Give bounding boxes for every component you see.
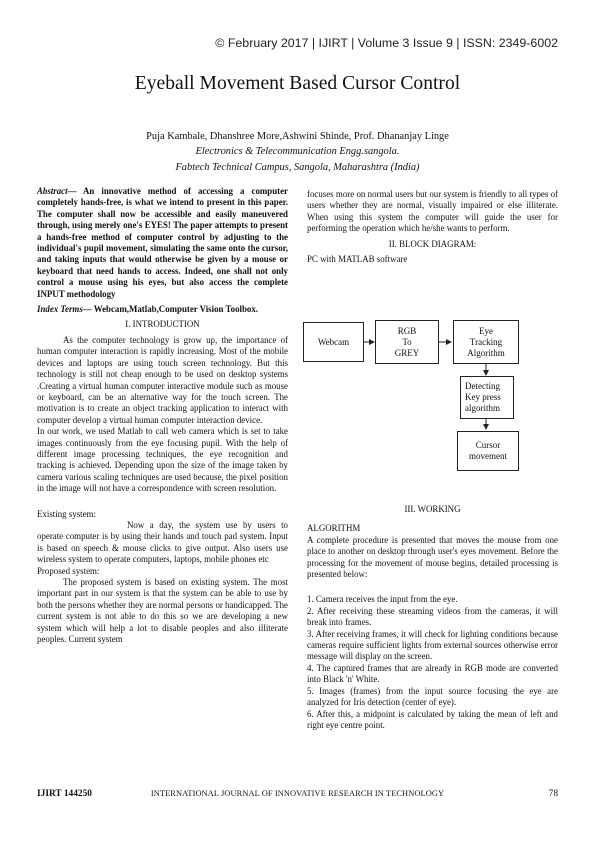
webcam-block-label: Webcam <box>317 336 350 347</box>
left-column <box>37 186 288 645</box>
existing-system-label: Existing system: <box>37 508 96 519</box>
eye-line-3: Algorithm <box>467 347 505 358</box>
affiliation-campus: Fabtech Technical Campus, Sangola, Maharashtra (India) <box>175 162 420 173</box>
existing-system-text: Now a day, the system use by users to operate computer is by using their hands and touch pad system. Input is based on speech & mouse clicks to give output. Also users use wireless system to operate computers, laptops, mobile phones etc <box>37 519 288 565</box>
cursor-line-2: movement <box>469 451 507 461</box>
section-2-heading: II. BLOCK DIAGRAM: <box>388 238 477 249</box>
detect-line-3: algorithm <box>465 403 500 413</box>
cursor-movement-block <box>457 431 519 471</box>
algorithm-intro: A complete procedure is presented that moves the mouse from one place to another on desktop through user's eyes movement. Before the processing for the movement of mouse begins, detailed processing is presented below: <box>307 534 558 580</box>
proposed-system-continued: focuses more on normal users but our system is friendly to all types of users whether they are normal, visually impaired or else illiterate. When using this system the computer will guide the user for performing the operation which he/she wants to perform. <box>307 189 558 234</box>
index-terms-label: Index Terms <box>37 304 83 315</box>
right-column-bottom <box>307 504 558 731</box>
algorithm-step: 1. Camera receives the input from the eye. <box>307 594 458 605</box>
algorithm-step: 3. After receiving frames, it will check for lighting conditions because cameras require sufficient lights from external sources otherwise error message will display on the screen. <box>307 628 558 662</box>
page-number: 78 <box>548 789 558 799</box>
rgb-line-2: To <box>402 336 412 347</box>
authors: Puja Kambale, Dhanshree More,Ashwini Shinde, Prof. Dhananjay Linge <box>146 131 449 142</box>
rgb-line-1: RGB <box>397 325 417 336</box>
algorithm-step: 6. After this, a midpoint is calculated by taking the mean of left and right eye centre point. <box>307 708 558 730</box>
rgb-to-grey-block <box>375 320 439 364</box>
pc-matlab-line: PC with MATLAB software <box>307 254 408 265</box>
footer-paper-id: IJIRT 144250 <box>37 789 92 799</box>
eye-line-2: Tracking <box>469 336 503 347</box>
webcam-block <box>303 322 364 362</box>
block-diagram <box>303 313 555 483</box>
algorithm-step: 4. The captured frames that are already in RGB mode are converted into Black 'n' White. <box>307 662 558 685</box>
section-3-heading: III. WORKING <box>404 504 461 514</box>
eye-line-1: Eye <box>479 325 493 336</box>
cursor-line-1: Cursor <box>475 440 501 450</box>
paper-title: Eyeball Movement Based Cursor Control <box>134 73 461 94</box>
journal-header: © February 2017 | IJIRT | Volume 3 Issue 9 | ISSN: 2349-6002 <box>215 36 558 50</box>
eye-tracking-block <box>453 320 519 364</box>
abstract-text: — An innovative method of accessing a computer completely hands-free, is what we intend to present in this paper. The computer shall now be accessible and easily maneuvered through, using merely one's EYES! The paper attempts to present a hands-free method of computer control by adjusting to the individual's pupil movement, simulating the same onto the cursor, and taking inputs that would otherwise be given by a mouse or keyboard that need hands to access. Indeed, one shall not only control a mouse using his eyes, but also access the complete INPUT methodology <box>37 186 288 299</box>
algorithm-step: 2. After receiving these streaming videos from the cameras, it will break into frames. <box>307 605 558 628</box>
proposed-system-label: Proposed system: <box>37 565 100 576</box>
detect-line-1: Detecting <box>465 381 500 391</box>
key-press-block <box>460 376 514 419</box>
right-column-top <box>307 189 558 265</box>
abstract <box>37 186 288 300</box>
detect-line-2: Key press <box>465 392 501 402</box>
algorithm-step: 5. Images (frames) from the input source focusing the eye are analyzed for Iris detection (center of eye). <box>307 685 558 708</box>
intro-paragraph-2: In our work, we used Matlab to call web camera which is set to take images continuously from the eye focusing pupil. With the help of different image processing techniques, the eye recognition and tracking is achieved. Depending upon the size of the image taken by camera various scaling techniques are used because, the pixel position in the image will not have a correspondence with screen resolution. <box>37 426 288 494</box>
intro-paragraph-1: As the computer technology is grow up, the importance of human computer interaction is rapidly increasing. Most of the mobile devices and laptops are using touch screen technology. But this technology is still not cheap enough to be used on desktop systems .Creating a virtual human computer interactive module such as mouse or keyboard, can be an alternative way for the touch screen. The motivation is to create an object tracking application to interact with computer develop a virtual human computer interaction device. <box>37 334 288 425</box>
section-1-heading: I. INTRODUCTION <box>125 319 200 330</box>
abstract-label: Abstract <box>37 186 68 196</box>
index-terms <box>37 304 288 315</box>
algorithm-label: ALGORITHM <box>307 523 361 534</box>
footer-journal-name: INTERNATIONAL JOURNAL OF INNOVATIVE RESEARCH IN TECHNOLOGY <box>150 789 445 798</box>
index-terms-text: — Webcam,Matlab,Computer Vision Toolbox. <box>82 304 259 315</box>
proposed-system-text: The proposed system is based on existing system. The most important part in our system is that the system can be able to use by both the persons whether they are normal persons or handicapped. The current system is not able to do this so we are developing a new system which will help a lot to disable peoples and also illiterate peoples. Current system <box>37 577 288 645</box>
rgb-line-3: GREY <box>394 347 420 358</box>
affiliation-dept: Electronics & Telecommunication Engg.sangola. <box>195 146 400 157</box>
